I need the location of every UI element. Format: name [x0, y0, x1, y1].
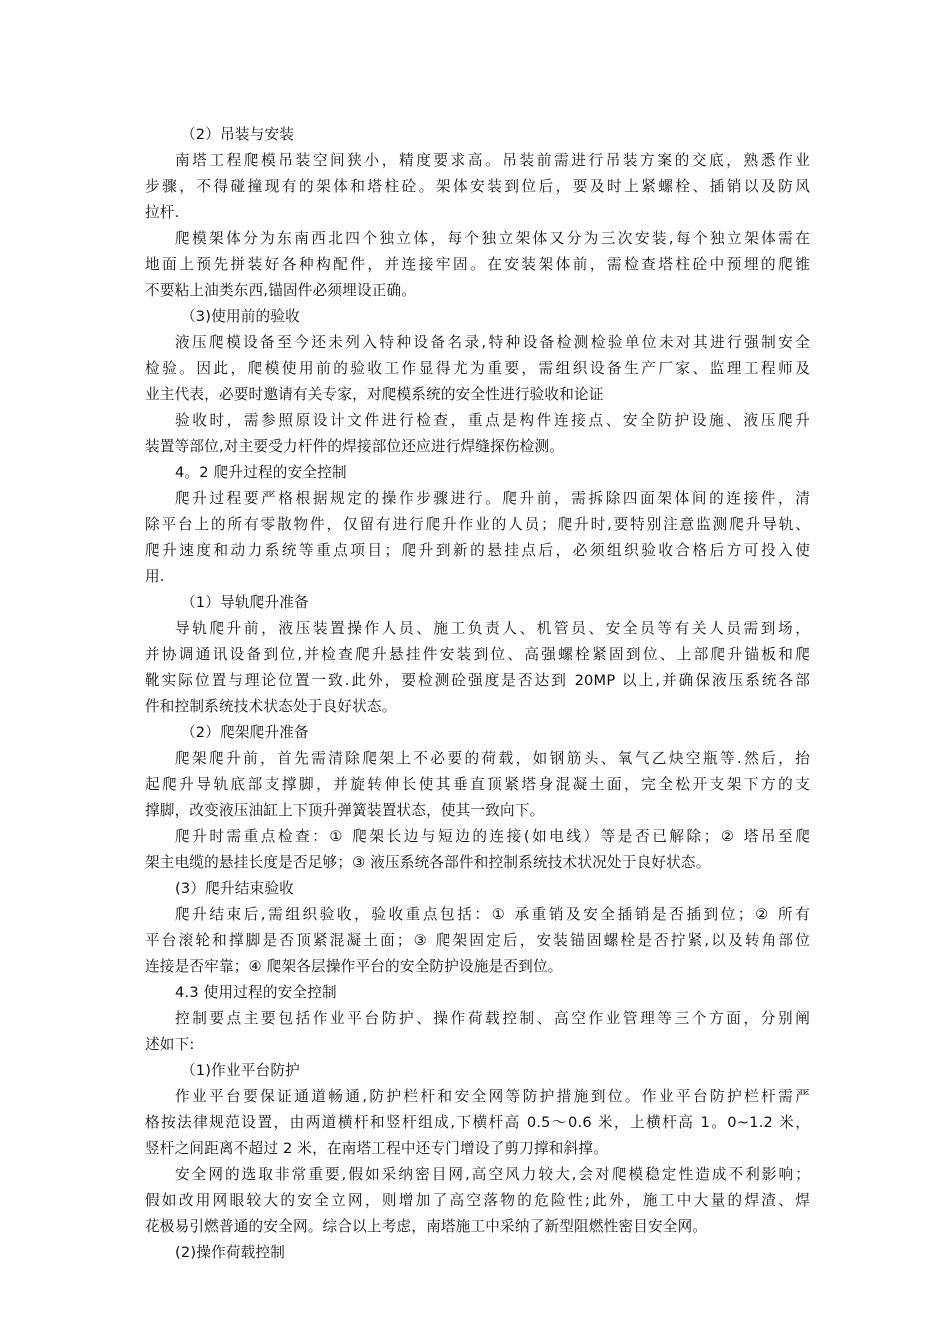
section-heading: （3)使用前的验收 — [181, 308, 300, 325]
paragraph-line: 爬升过程要严格根据规定的操作步骤进行。爬升前，需拆除四面架体间的连接件，清 — [175, 490, 810, 507]
paragraph-line: 花极易引燃普通的安全网。综合以上考虑，南塔施工中采纳了新型阻燃性密目安全网。 — [145, 1218, 708, 1235]
paragraph-line: 爬模架体分为东南西北四个独立体，每个独立架体又分为三次安装,每个独立架体需在 — [175, 230, 810, 247]
section-heading: 4.3 使用过程的安全控制 — [175, 984, 337, 1001]
paragraph-line: 用. — [145, 568, 165, 585]
paragraph-line: 验收时，需参照原设计文件进行检查，重点是构件连接点、安全防护设施、液压爬升 — [175, 412, 810, 429]
document-body — [145, 122, 810, 1266]
paragraph-line: 除平台上的所有零散物件，仅留有进行爬升作业的人员；爬升时,要特别注意监测爬升导轨、 — [145, 516, 810, 533]
paragraph-line: 液压爬模设备至今还未列入特种设备名录,特种设备检测检验单位未对其进行强制安全 — [175, 334, 810, 351]
section-heading: 4。2 爬升过程的安全控制 — [175, 464, 347, 481]
paragraph-line: 不要粘上油类东西,锚固件必须埋设正确。 — [145, 282, 417, 299]
paragraph-line: 地面上预先拼装好各种构配件，并连接牢固。在安装架体前，需检查塔柱砼中预埋的爬锥 — [145, 256, 810, 273]
paragraph-line: 爬升时需重点检查：① 爬架长边与短边的连接(如电线）等是否已解除；② 塔吊至爬 — [175, 828, 810, 845]
paragraph-line: 假如改用网眼较大的安全立网，则增加了高空落物的危险性;此外，施工中大量的焊渣、焊 — [145, 1192, 810, 1209]
section-heading: （1)作业平台防护 — [181, 1062, 300, 1079]
paragraph-line: 南塔工程爬模吊装空间狭小，精度要求高。吊装前需进行吊装方案的交底，熟悉作业 — [175, 152, 810, 169]
paragraph-line: 撑脚，改变液压油缸上下顶升弹簧装置状态，使其一致向下。 — [145, 802, 545, 819]
section-heading: (3）爬升结束验收 — [175, 880, 294, 897]
paragraph-line: 业主代表，必要时邀请有关专家，对爬模系统的安全性进行验收和论证 — [145, 386, 604, 403]
paragraph-line: 控制要点主要包括作业平台防护、操作荷载控制、高空作业管理等三个方面，分别阐 — [175, 1010, 810, 1027]
paragraph-line: 并协调通讯设备到位,并检查爬升悬挂件安装到位、高强螺栓紧固到位、上部爬升锚板和爬 — [145, 646, 810, 663]
paragraph-line: 爬升结束后,需组织验收，验收重点包括：① 承重销及安全插销是否插到位；② 所有 — [175, 906, 810, 923]
paragraph-line: 检验。因此，爬模使用前的验收工作显得尤为重要，需组织设备生产厂家、监理工程师及 — [145, 360, 810, 377]
section-heading: （2）吊装与安装 — [181, 126, 295, 143]
paragraph-line: 作业平台要保证通道畅通,防护栏杆和安全网等防护措施到位。作业平台防护栏杆需严 — [175, 1088, 810, 1105]
paragraph-line: 连接是否牢靠；④ 爬架各层操作平台的安全防护设施是否到位。 — [145, 958, 563, 975]
section-heading: （1）导轨爬升准备 — [181, 594, 309, 611]
paragraph-line: 靴实际位置与理论位置一致.此外，要检测砼强度是否达到 20MP 以上,并确保液压系统各部 — [145, 672, 810, 689]
paragraph-line: 架主电缆的悬挂长度是否足够；③ 液压系统各部件和控制系统技术状况处于良好状态。 — [145, 854, 711, 871]
paragraph-line: 拉杆. — [145, 204, 180, 221]
section-heading: （2）爬架爬升准备 — [181, 724, 309, 741]
section-heading: (2)操作荷载控制 — [175, 1244, 286, 1261]
paragraph-line: 装置等部位,对主要受力杆件的焊接部位还应进行焊缝探伤检测。 — [145, 438, 565, 455]
paragraph-line: 平台滚轮和撑脚是否顶紧混凝土面；③ 爬架固定后，安装锚固螺栓是否拧紧,以及转角部位 — [145, 932, 810, 949]
paragraph-line: 件和控制系统技术状态处于良好状态。 — [145, 698, 397, 715]
paragraph-line: 格按法律规范设置，由两道横杆和竖杆组成,下横杆高 0.5～0.6 米，上横杆高 1。0~1.2 米， — [145, 1114, 810, 1131]
paragraph-line: 起爬升导轨底部支撑脚，并旋转伸长使其垂直顶紧塔身混凝土面，完全松开支架下方的支 — [145, 776, 810, 793]
paragraph-line: 导轨爬升前，液压装置操作人员、施工负责人、机管员、安全员等有关人员需到场， — [175, 620, 810, 637]
paragraph-line: 安全网的选取非常重要,假如采纳密目网,高空风力较大,会对爬模稳定性造成不利影响； — [175, 1166, 810, 1183]
paragraph-line: 步骤，不得碰撞现有的架体和塔柱砼。架体安装到位后，要及时上紧螺栓、插销以及防风 — [145, 178, 810, 195]
paragraph-line: 述如下: — [145, 1036, 195, 1053]
paragraph-line: 爬升速度和动力系统等重点项目；爬升到新的悬挂点后，必须组织验收合格后方可投入使 — [145, 542, 810, 559]
paragraph-line: 爬架爬升前，首先需清除爬架上不必要的荷载，如钢筋头、氧气乙炔空瓶等.然后，抬 — [175, 750, 810, 767]
paragraph-line: 竖杆之间距离不超过 2 米，在南塔工程中还专门增设了剪刀撑和斜撑。 — [145, 1140, 608, 1157]
